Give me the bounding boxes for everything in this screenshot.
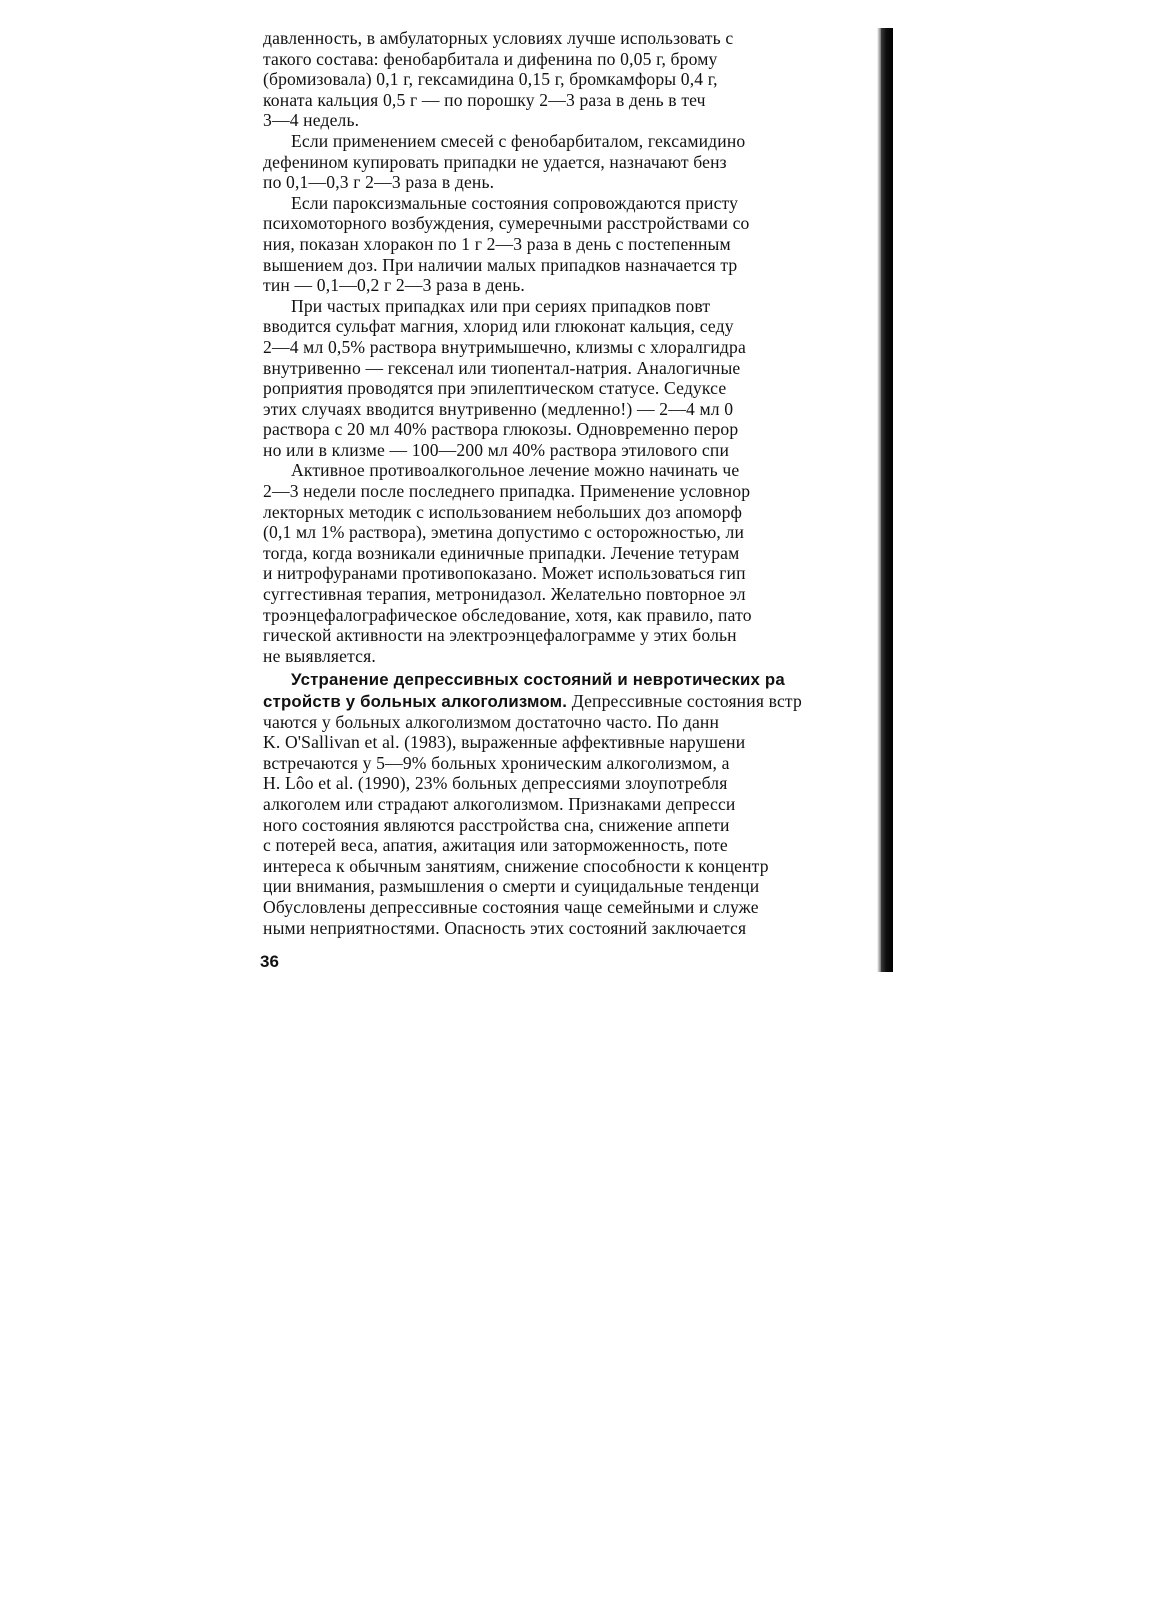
text-line: не выявляется. [263, 645, 376, 666]
text-line: (бромизовала) 0,1 г, гексамидина 0,15 г, бромкамфоры 0,4 г, [263, 69, 718, 90]
text-line: троэнцефалографическое обследование, хотя, как правило, пато [263, 604, 752, 625]
text-line: встречаются у 5—9% больных хроническим алкоголизмом, а [263, 752, 730, 773]
text-line: вводится сульфат магния, хлорид или глюконат кальция, седу [263, 316, 734, 337]
text-line: 3—4 недель. [263, 110, 360, 131]
section-text-start: Депрессивные состояния встр [567, 691, 802, 711]
text-line: Если пароксизмальные состояния сопровождаются присту [291, 192, 739, 213]
text-line [263, 691, 883, 712]
text-line: При частых припадках или при сериях припадков повт [291, 295, 711, 316]
text-line: вышением доз. При наличии малых припадков назначается тр [263, 254, 738, 275]
text-line: роприятия проводятся при эпилептическом статусе. Седуксе [263, 378, 727, 399]
text-line: дефенином купировать припадки не удается, назначают бенз [263, 151, 727, 172]
text-line: 2—4 мл 0,5% раствора внутримышечно, клизмы с хлоралгидра [263, 336, 746, 357]
text-line: суггестивная терапия, метронидазол. Желательно повторное эл [263, 584, 746, 605]
text-line: такого состава: фенобарбитала и дифенина по 0,05 г, брому [263, 48, 718, 69]
text-line: с потерей веса, апатия, ажитация или заторможенность, поте [263, 835, 728, 856]
paragraph [263, 296, 883, 461]
text-line: по 0,1—0,3 г 2—3 раза в день. [263, 172, 495, 193]
text-line: раствора с 20 мл 40% раствора глюкозы. Одновременно перор [263, 419, 739, 440]
text-line: давленность, в амбулаторных условиях лучше использовать с [263, 28, 734, 48]
text-column [263, 28, 883, 938]
paragraph [263, 131, 883, 193]
text-line: ции внимания, размышления о смерти и суицидальные тенденци [263, 876, 760, 897]
text-line: тин — 0,1—0,2 г 2—3 раза в день. [263, 275, 525, 296]
text-line: H. Lôo et al. (1990), 23% больных депрессиями злоупотребля [263, 773, 728, 794]
text-line: Активное противоалкогольное лечение можно начинать че [291, 460, 740, 481]
text-line: чаются у больных алкоголизмом достаточно часто. По данн [263, 711, 720, 732]
section-heading-continued: стройств у больных алкоголизмом. [263, 692, 568, 711]
paragraph [263, 193, 883, 296]
text-line: лекторных методик с использованием небольших доз апоморф [263, 501, 743, 522]
text-line: и нитрофуранами противопоказано. Может использоваться гип [263, 563, 746, 584]
section-heading: Устранение депрессивных состояний и невротических ра [291, 670, 785, 690]
text-line: внутривенно — гексенал или тиопентал-натрия. Аналогичные [263, 357, 741, 378]
text-line: ными неприятностями. Опасность этих состояний заключается [263, 917, 747, 938]
page-number: 36 [260, 952, 279, 971]
text-line: интереса к обычным занятиям, снижение способности к концентр [263, 855, 769, 876]
text-line: ного состояния являются расстройства сна, снижение аппети [263, 814, 730, 835]
text-line: коната кальция 0,5 г — по порошку 2—3 раза в день в теч [263, 89, 706, 110]
text-line: K. O'Sallivan et al. (1983), выраженные аффективные нарушени [263, 732, 746, 753]
text-line: 2—3 недели после последнего припадка. Применение условнор [263, 481, 751, 502]
text-line: Если применением смесей с фенобарбиталом, гексамидино [291, 130, 746, 151]
text-line: Обусловлены депрессивные состояния чаще семейными и служе [263, 896, 759, 917]
paragraph [263, 28, 883, 131]
section [263, 670, 883, 938]
text-line: но или в клизме — 100—200 мл 40% раствора этилового спи [263, 439, 730, 460]
text-line: ния, показан хлоракон по 1 г 2—3 раза в день с постепенным [263, 233, 731, 254]
text-line: психомоторного возбуждения, сумеречными расстройствами со [263, 213, 750, 234]
text-line: этих случаях вводится внутривенно (медленно!) — 2—4 мл 0 [263, 398, 734, 419]
text-line: гической активности на электроэнцефалограмме у этих больн [263, 625, 737, 646]
book-spine-shadow [881, 28, 893, 972]
text-line: алкоголем или страдают алкоголизмом. Признаками депресси [263, 793, 736, 814]
paragraph [263, 460, 883, 666]
text-line: тогда, когда возникали единичные припадки. Лечение тетурам [263, 542, 740, 563]
text-line: (0,1 мл 1% раствора), эметина допустимо с осторожностью, ли [263, 522, 745, 543]
